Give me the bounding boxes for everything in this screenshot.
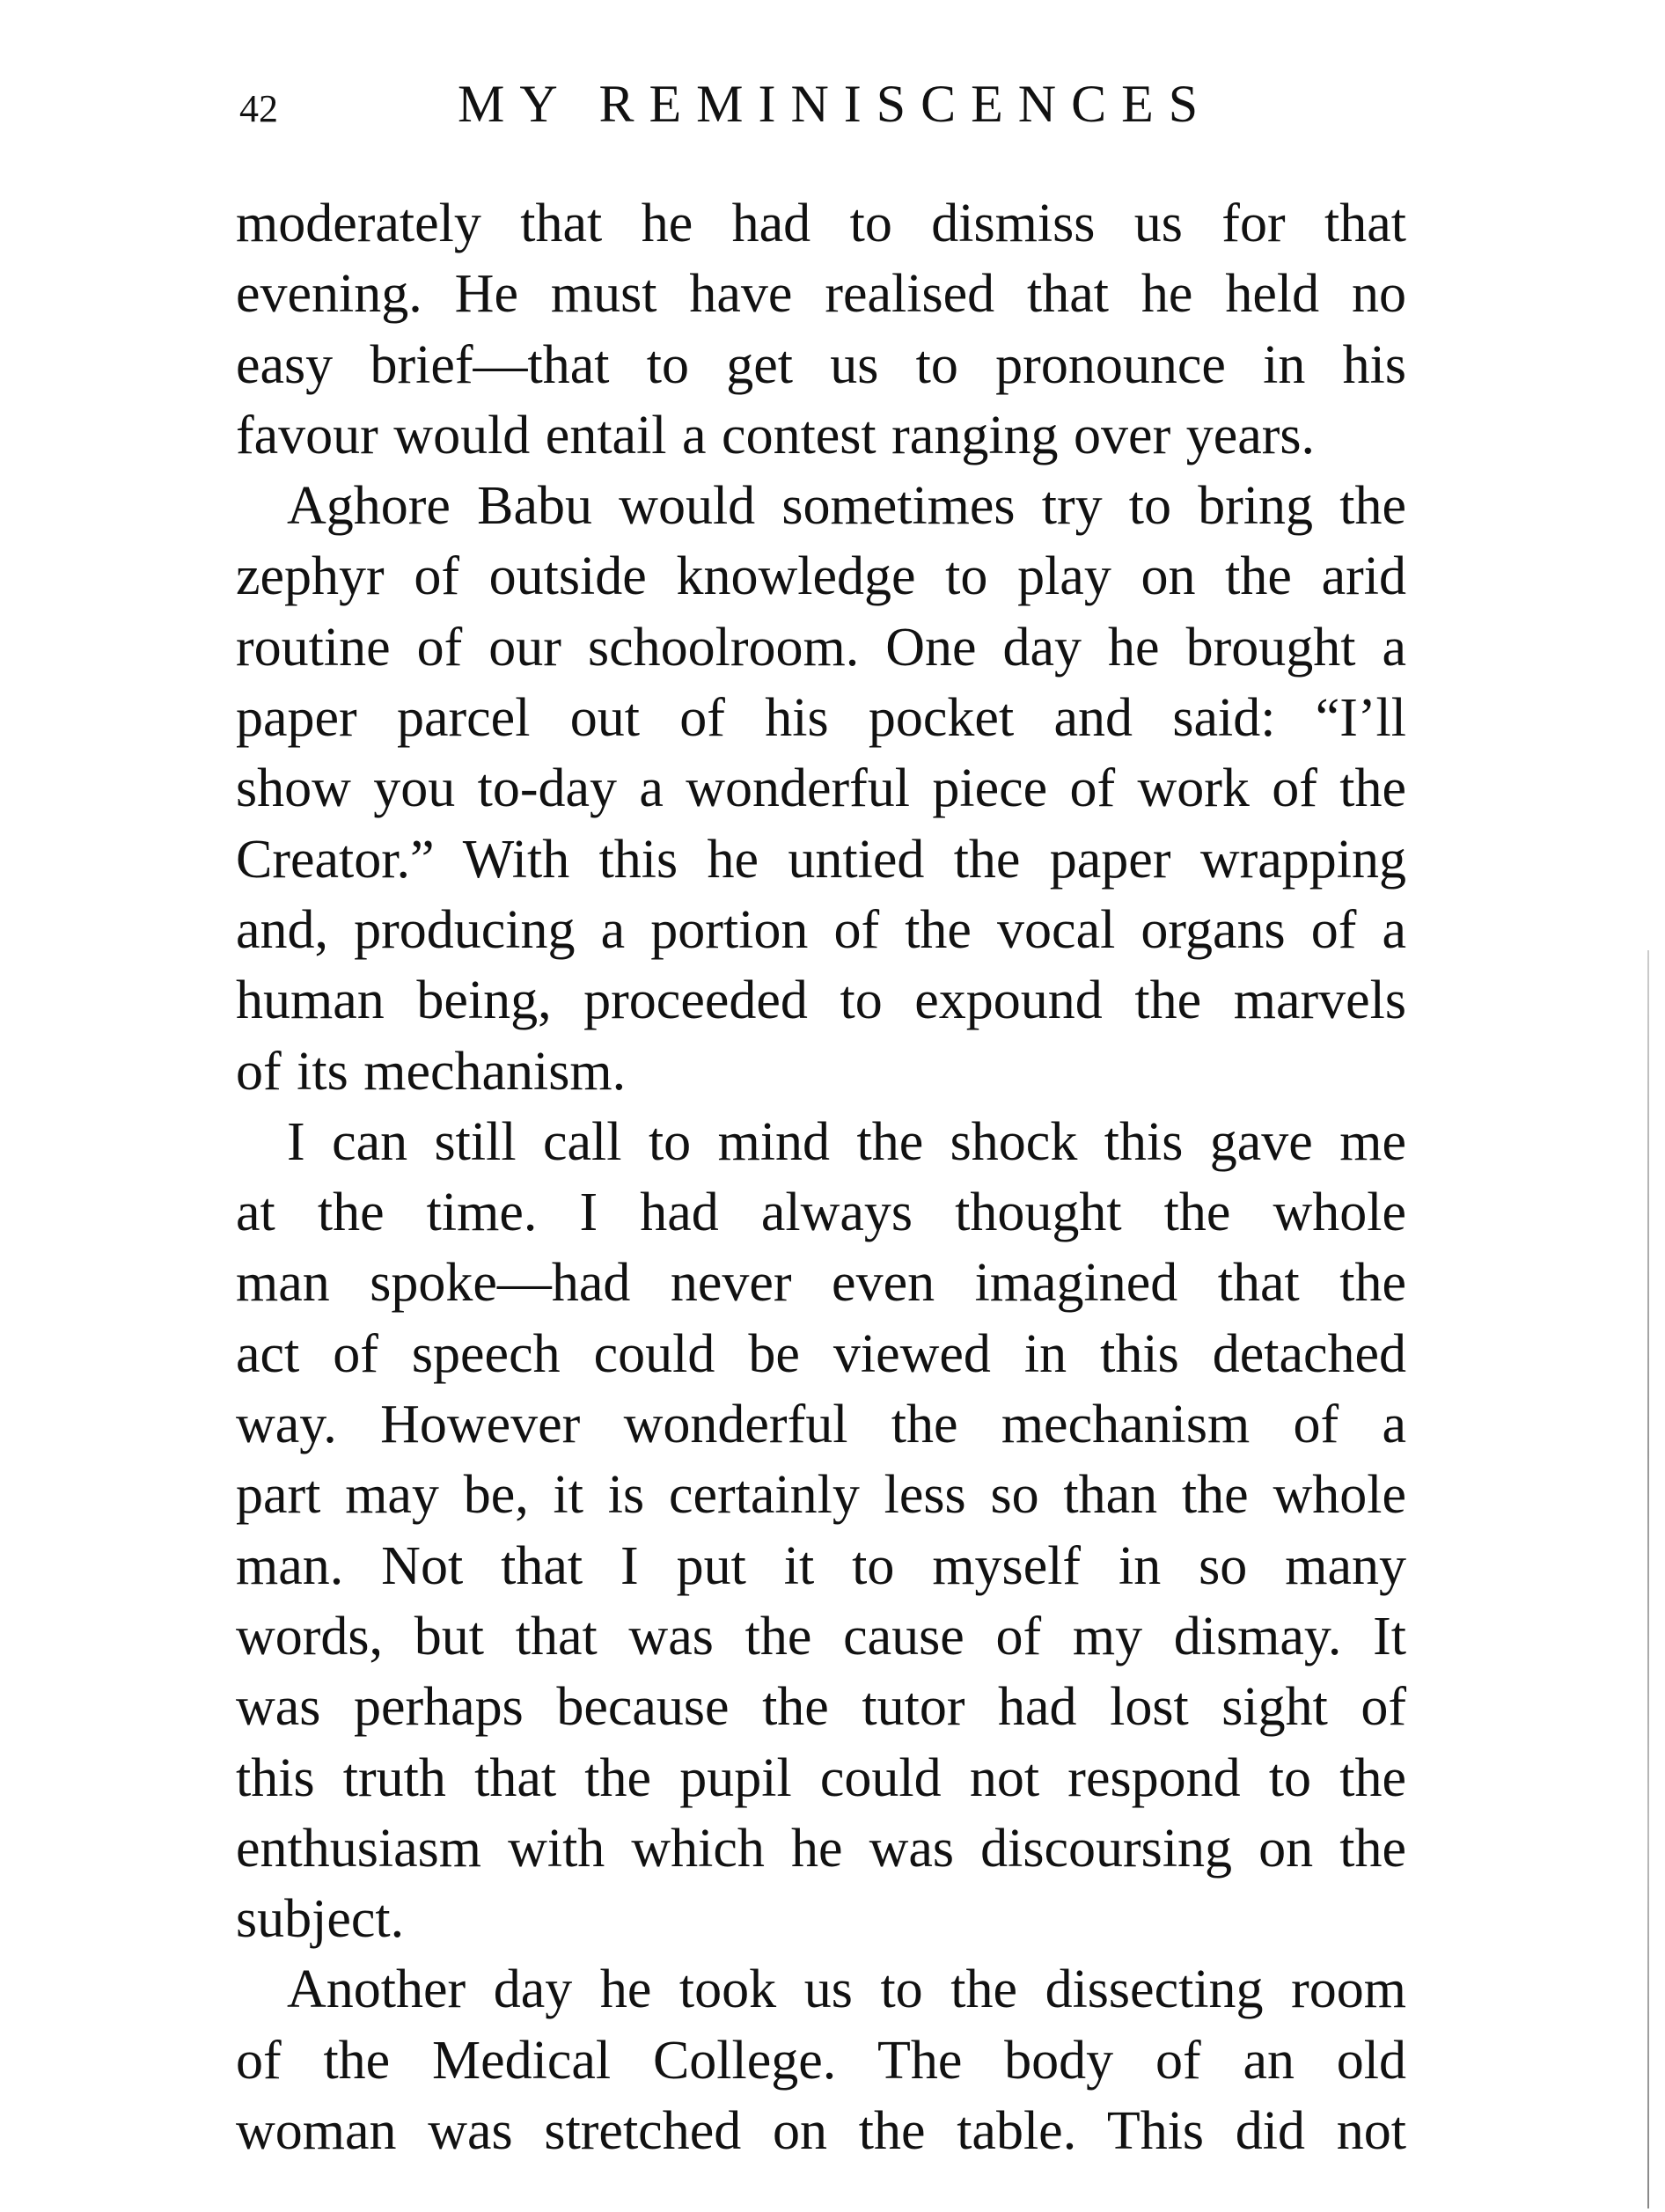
text-line: act of speech could be viewed in this detached <box>236 1323 1406 1384</box>
running-title: MY REMINISCENCES <box>458 75 1214 133</box>
paragraph <box>236 1107 1406 1955</box>
paragraph <box>236 471 1406 1107</box>
page-number: 42 <box>239 87 278 130</box>
text-line: Creator.” With this he untied the paper wrapping <box>236 829 1406 890</box>
text-line: part may be, it is certainly less so than the whole <box>236 1465 1406 1526</box>
text-line: favour would entail a contest ranging over years. <box>236 405 1316 465</box>
text-line: this truth that the pupil could not respond to the <box>236 1747 1406 1808</box>
text-line: Aghore Babu would sometimes try to bring the <box>287 476 1406 537</box>
paragraph <box>236 188 1406 471</box>
text-line: woman was stretched on the table. This did not <box>236 2101 1406 2162</box>
text-line: way. However wonderful the mechanism of a <box>236 1395 1406 1455</box>
text-line: Another day he took us to the dissecting room <box>287 1959 1406 2020</box>
text-line: man. Not that I put it to myself in so many <box>236 1535 1406 1596</box>
text-line: words, but that was the cause of my dismay. It <box>236 1606 1406 1666</box>
page-body <box>236 188 1406 2166</box>
text-line: routine of our schoolroom. One day he brought a <box>236 617 1406 678</box>
text-line: moderately that he had to dismiss us for that <box>236 194 1406 253</box>
text-line: of its mechanism. <box>236 1041 627 1102</box>
text-line: human being, proceeded to expound the marvels <box>236 970 1406 1031</box>
text-line: zephyr of outside knowledge to play on the arid <box>236 546 1406 607</box>
text-line: evening. He must have realised that he held no <box>236 264 1406 325</box>
text-line: was perhaps because the tutor had lost sight of <box>236 1677 1406 1738</box>
scan-margin-line <box>1647 950 1649 2208</box>
text-line: of the Medical College. The body of an old <box>236 2030 1406 2091</box>
text-line: easy brief—that to get us to pronounce in his <box>236 334 1406 395</box>
text-line: man spoke—had never even imagined that the <box>236 1253 1406 1314</box>
text-line: and, producing a portion of the vocal organs of a <box>236 899 1406 960</box>
text-line: paper parcel out of his pocket and said: “I’ll <box>236 688 1406 749</box>
paragraph <box>236 1954 1406 2166</box>
text-line: enthusiasm with which he was discoursing on the <box>236 1818 1406 1879</box>
text-line: subject. <box>236 1889 405 1950</box>
text-line: at the time. I had always thought the whole <box>236 1183 1406 1243</box>
text-line: I can still call to mind the shock this gave me <box>287 1111 1406 1172</box>
text-line: show you to-day a wonderful piece of work of the <box>236 758 1406 819</box>
